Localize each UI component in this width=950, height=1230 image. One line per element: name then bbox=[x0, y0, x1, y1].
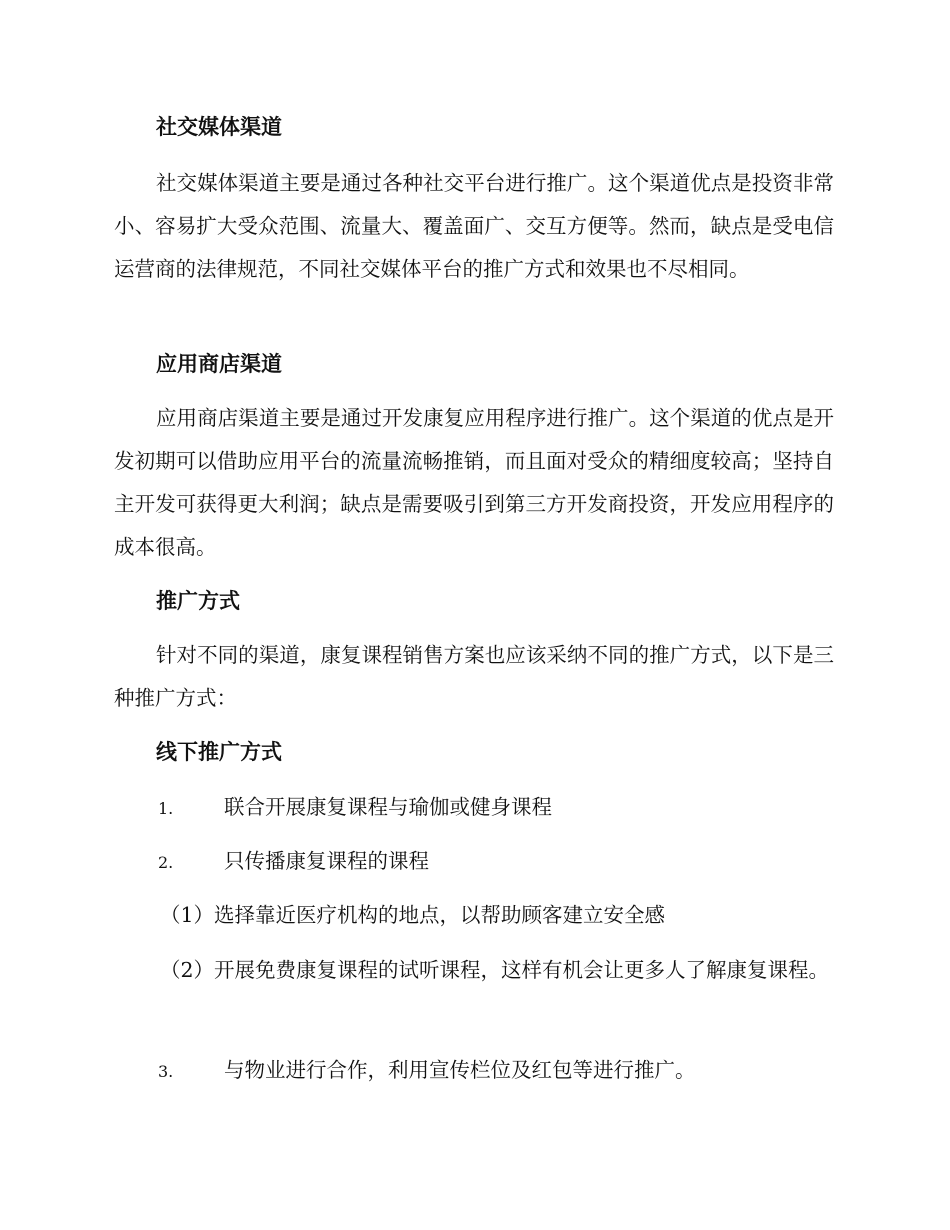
heading-app-store: 应用商店渠道 bbox=[156, 352, 282, 376]
list-item bbox=[158, 846, 429, 878]
list-number: 1. bbox=[158, 799, 174, 818]
sub-item: （1）选择靠近医疗机构的地点，以帮助顾客建立安全感 bbox=[160, 903, 666, 927]
list-text: 联合开展康复课程与瑜伽或健身课程 bbox=[224, 795, 552, 819]
paragraph-social-media: 社交媒体渠道主要是通过各种社交平台进行推广。这个渠道优点是投资非常小、容易扩大受众范围、流量大、覆盖面广、交互方便等。然而，缺点是受电信运营商的法律规范，不同社交媒体平台的推广方式和效果也不尽相同。 bbox=[114, 171, 834, 281]
paragraph-promotion: 针对不同的渠道，康复课程销售方案也应该采纳不同的推广方式，以下是三种推广方式： bbox=[114, 643, 834, 710]
list-number: 3. bbox=[158, 1062, 174, 1081]
heading-social-media: 社交媒体渠道 bbox=[156, 115, 282, 139]
sub-item: （2）开展免费康复课程的试听课程，这样有机会让更多人了解康复课程。 bbox=[160, 958, 830, 982]
list-text: 只传播康复课程的课程 bbox=[224, 849, 429, 873]
list-text: 与物业进行合作，利用宣传栏位及红包等进行推广。 bbox=[224, 1058, 696, 1082]
paragraph-app-store: 应用商店渠道主要是通过开发康复应用程序进行推广。这个渠道的优点是开发初期可以借助应用平台的流量流畅推销，而且面对受众的精细度较高；坚持自主开发可获得更大利润；缺点是需要吸引到第三方开发商投资，开发应用程序的成本很高。 bbox=[114, 406, 834, 559]
list-number: 2. bbox=[158, 853, 174, 872]
heading-offline: 线下推广方式 bbox=[156, 740, 282, 764]
list-item bbox=[158, 1055, 696, 1087]
list-item bbox=[158, 792, 552, 824]
heading-promotion: 推广方式 bbox=[156, 589, 240, 613]
